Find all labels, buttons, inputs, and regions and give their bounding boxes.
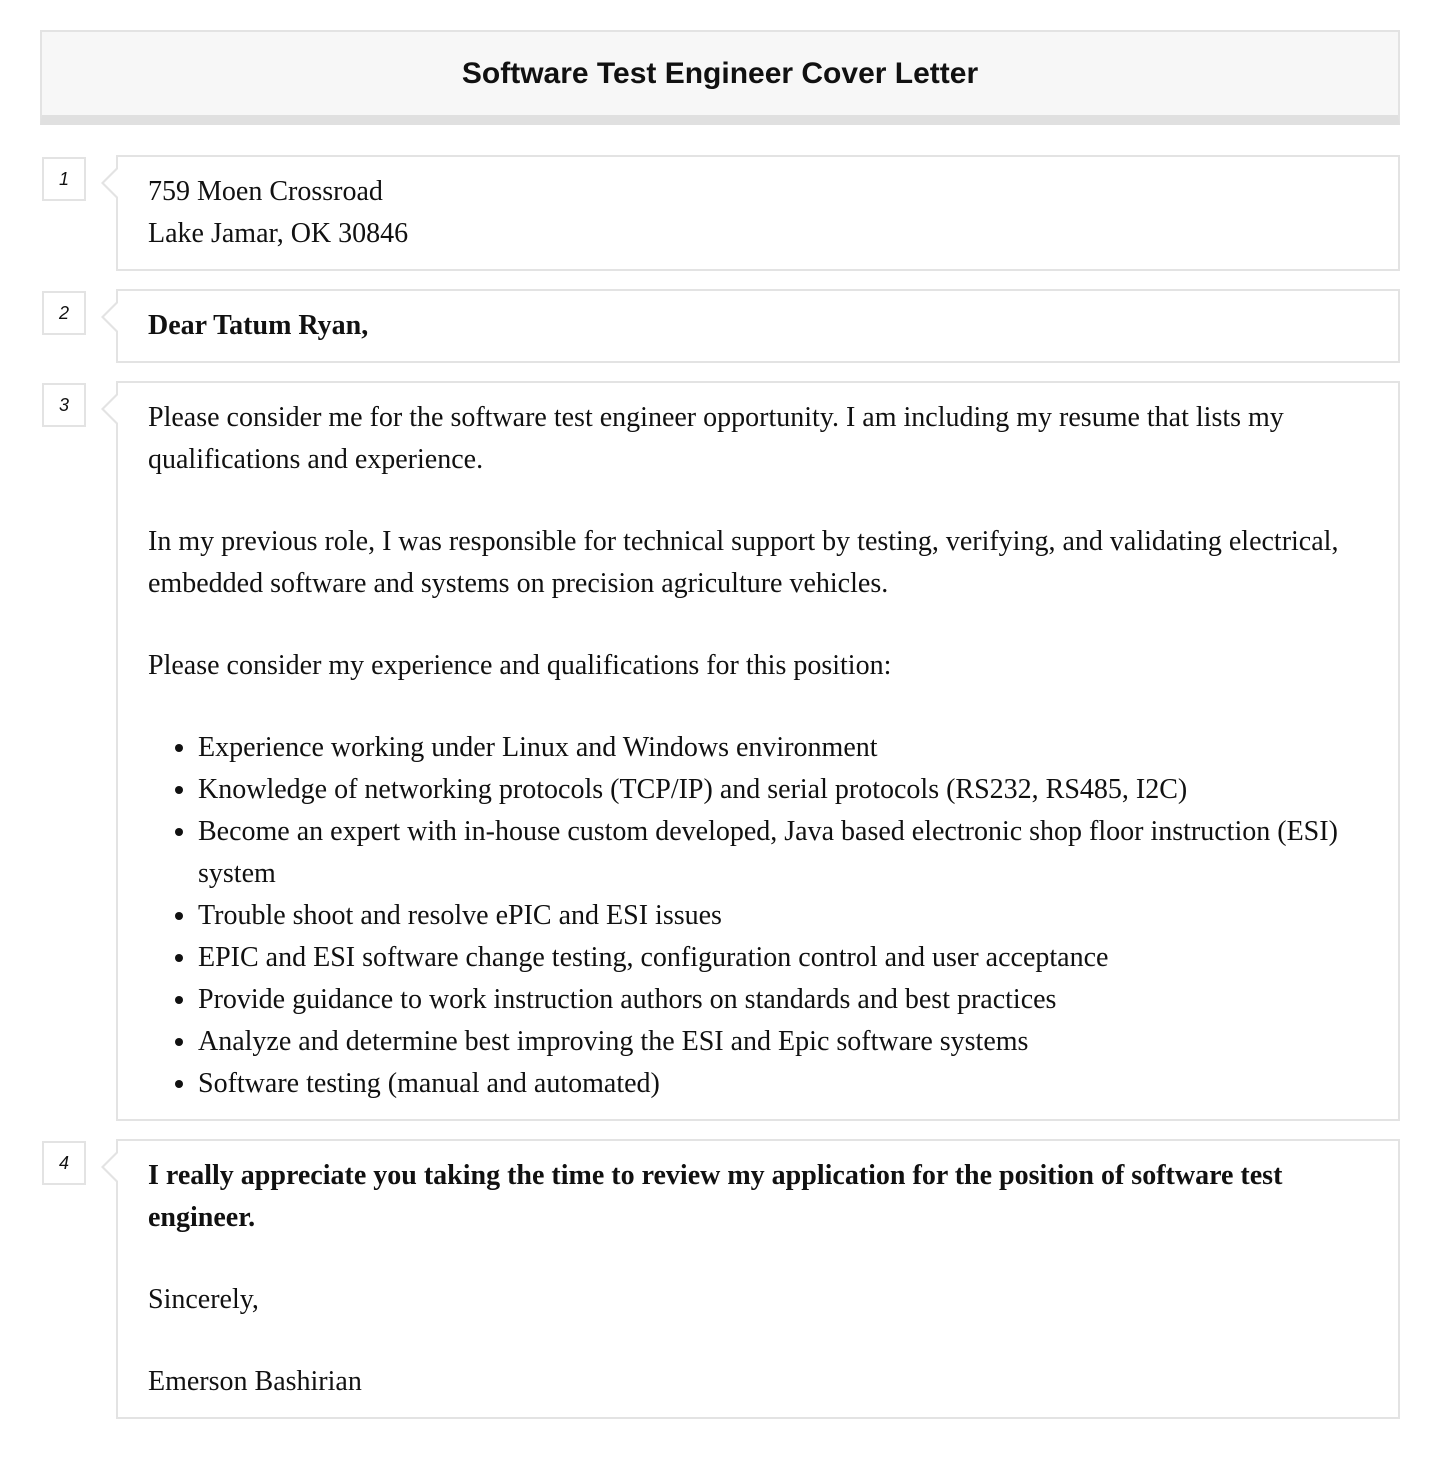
section-card <box>116 381 1400 1121</box>
paragraph: Please consider my experience and qualifications for this position: <box>148 650 892 681</box>
qualifications-list <box>148 727 1368 1105</box>
list-item: • Become an expert with in-house custom developed, Java based electronic shop floor instruction (ESI) system <box>198 811 1368 895</box>
address-line: 759 Moen Crossroad <box>148 176 383 207</box>
list-item: • Trouble shoot and resolve ePIC and ESI issues <box>198 895 1368 937</box>
signoff: Sincerely, <box>148 1284 259 1315</box>
section-number: 3 <box>42 383 86 427</box>
list-item: • Software testing (manual and automated) <box>198 1063 1368 1105</box>
section-card <box>116 289 1400 363</box>
list-item: • Experience working under Linux and Windows environment <box>198 727 1368 769</box>
greeting: Dear Tatum Ryan, <box>148 310 369 341</box>
list-item: • Analyze and determine best improving the ESI and Epic software systems <box>198 1021 1368 1063</box>
section-body <box>40 381 1400 1121</box>
section-number: 1 <box>42 157 86 201</box>
section-card <box>116 155 1400 271</box>
list-item: • EPIC and ESI software change testing, configuration control and user acceptance <box>198 937 1368 979</box>
paragraph: Please consider me for the software test engineer opportunity. I am including my resume that lists my qualifications and experience. <box>148 402 1284 475</box>
section-card <box>116 1139 1400 1419</box>
section-greeting <box>40 289 1400 363</box>
paragraph: In my previous role, I was responsible for technical support by testing, verifying, and validating electrical, embedded software and systems on precision agriculture vehicles. <box>148 526 1339 599</box>
section-number: 2 <box>42 291 86 335</box>
closing-statement: I really appreciate you taking the time to review my application for the position of software test engineer. <box>148 1160 1283 1233</box>
section-number: 4 <box>42 1141 86 1185</box>
section-address <box>40 155 1400 271</box>
page-title: Software Test Engineer Cover Letter <box>461 56 979 90</box>
signer-name: Emerson Bashirian <box>148 1366 362 1397</box>
section-closing <box>40 1139 1400 1419</box>
page-header <box>40 30 1400 125</box>
list-item: • Provide guidance to work instruction authors on standards and best practices <box>198 979 1368 1021</box>
list-item: • Knowledge of networking protocols (TCP/IP) and serial protocols (RS232, RS485, I2C) <box>198 769 1368 811</box>
address-line: Lake Jamar, OK 30846 <box>148 218 409 249</box>
